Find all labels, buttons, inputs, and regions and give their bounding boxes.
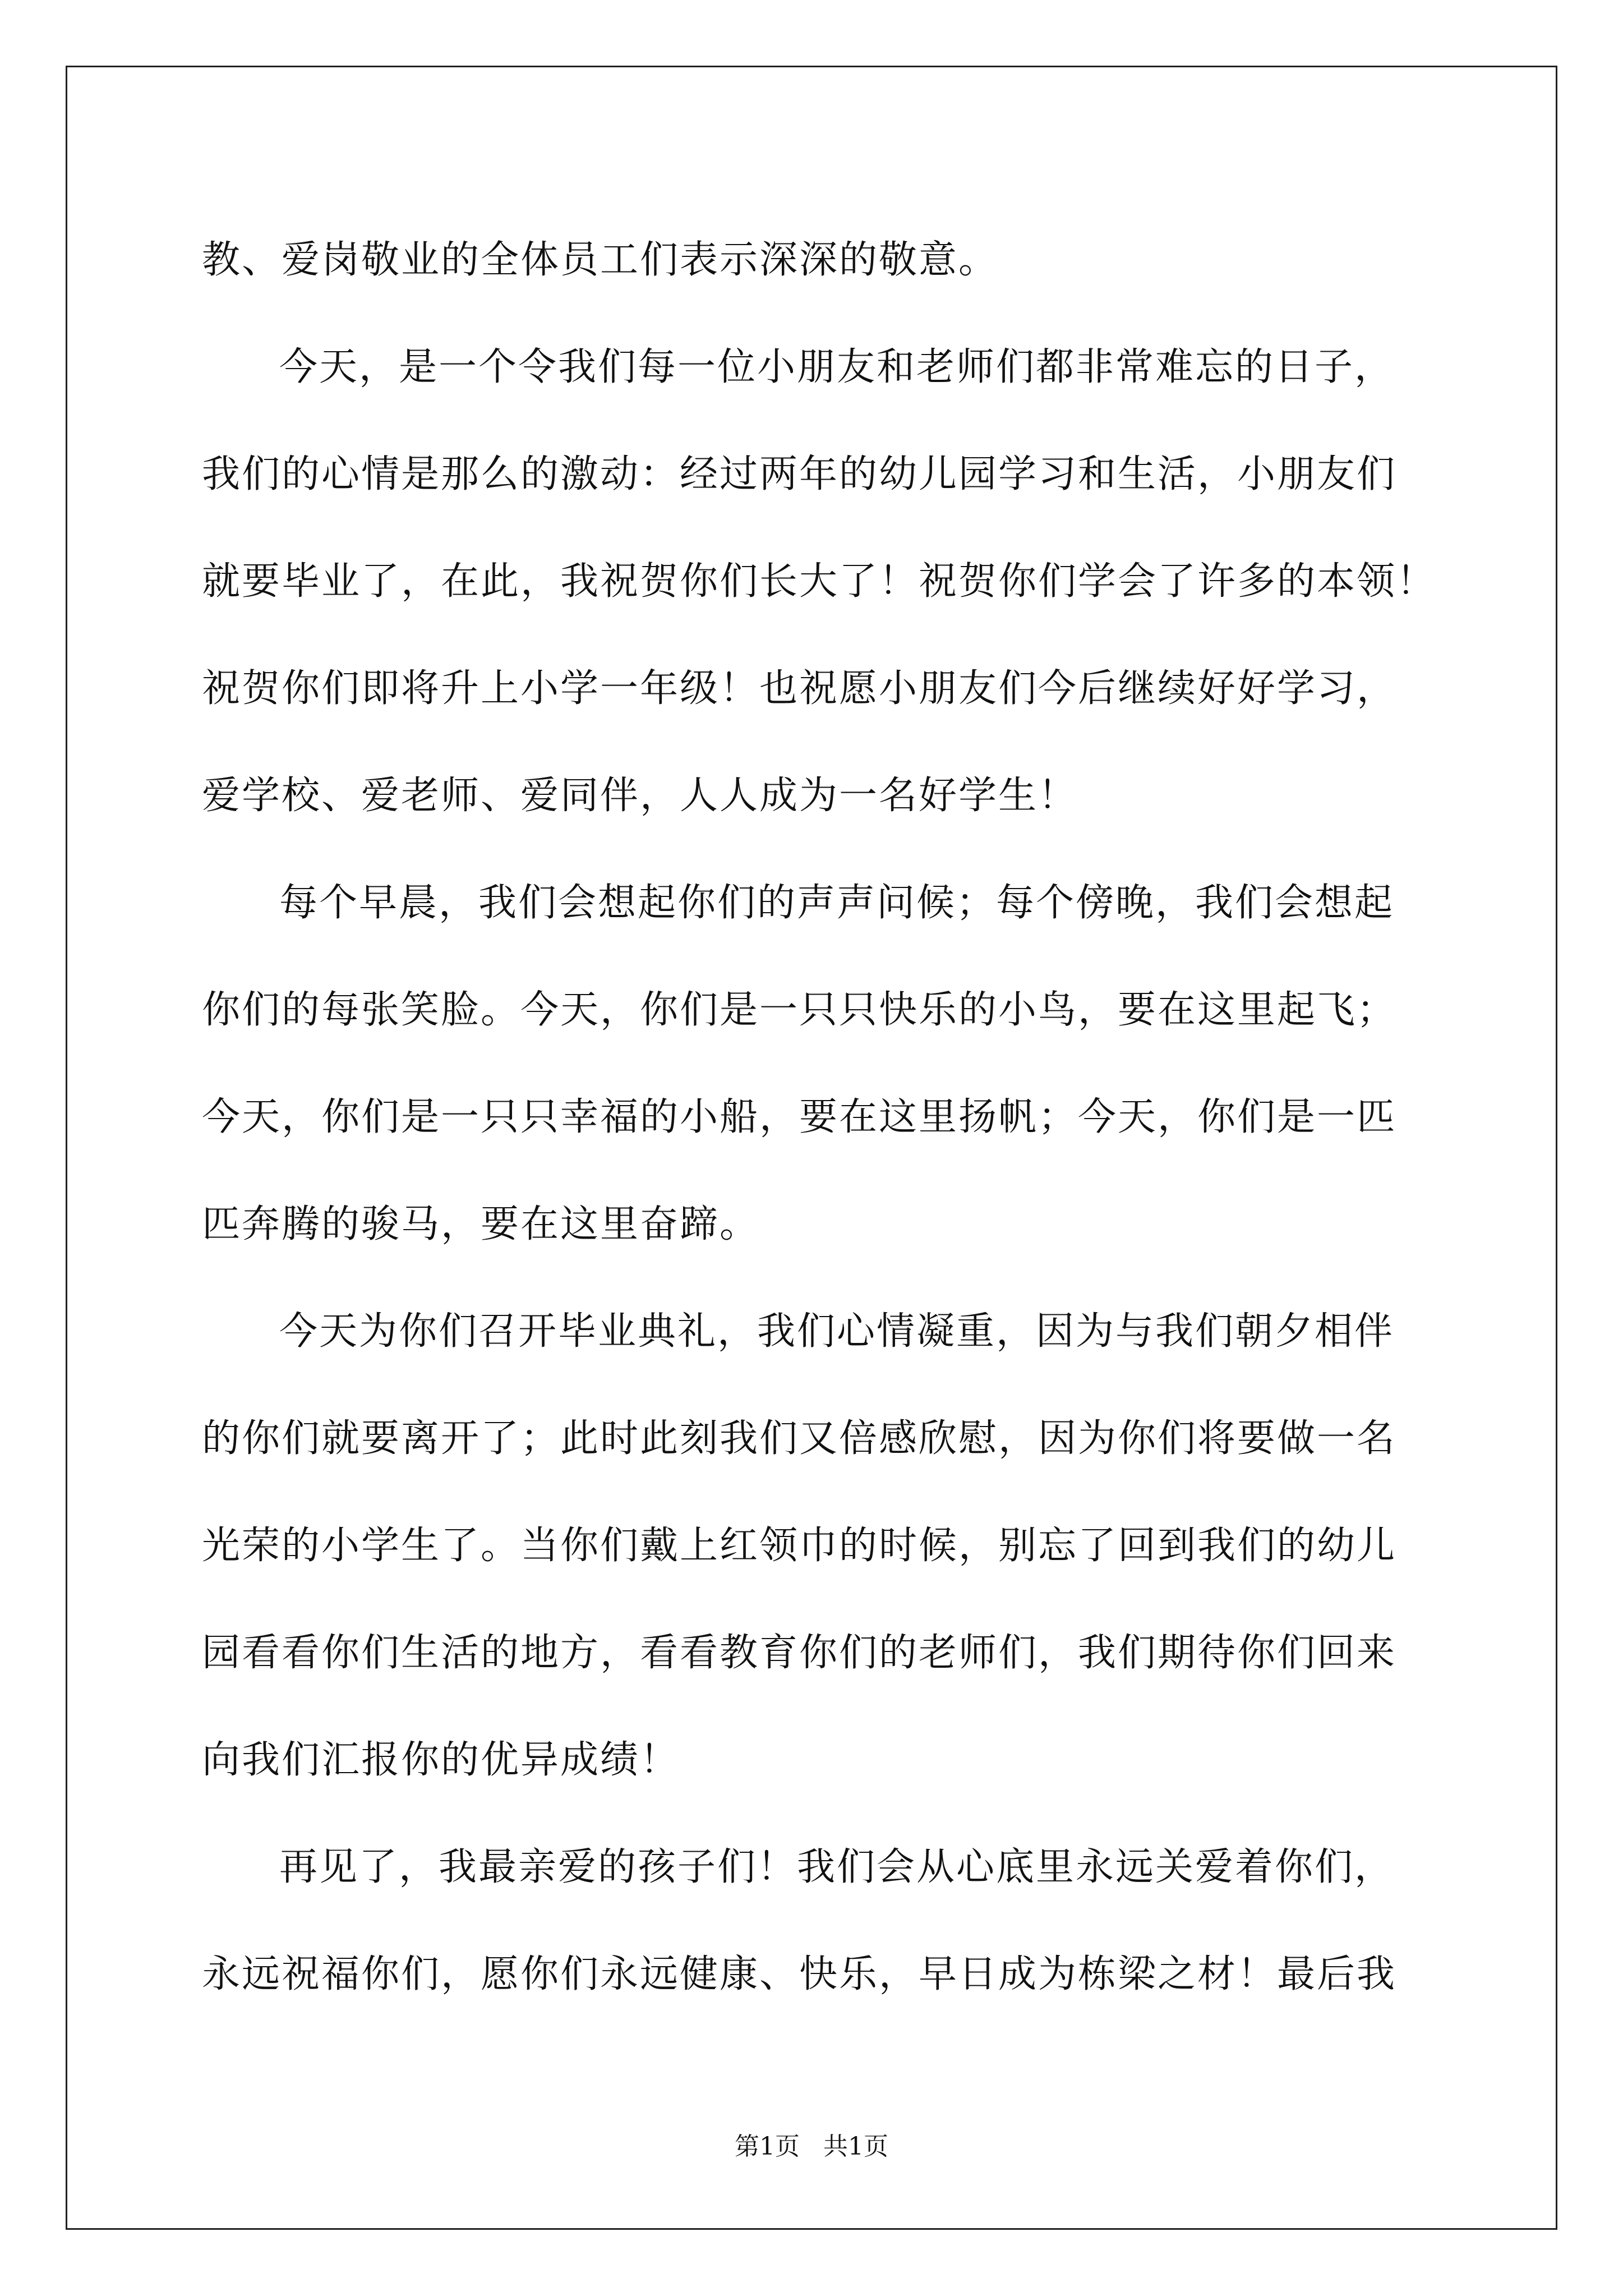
text-line: 今天为你们召开毕业典礼，我们心情凝重，因为与我们朝夕相伴 — [279, 1309, 1395, 1354]
text-line: 光荣的小学生了。当你们戴上红领巾的时候，别忘了回到我们的幼儿 — [202, 1524, 1397, 1568]
text-line: 我们的心情是那么的激动：经过两年的幼儿园学习和生活，小朋友们 — [202, 452, 1397, 496]
text-line: 爱学校、爱老师、爱同伴，人人成为一名好学生！ — [202, 774, 1078, 818]
page-number: 第1页 共1页 — [735, 2132, 888, 2161]
text-line: 每个早晨，我们会想起你们的声声问候；每个傍晚，我们会想起 — [279, 881, 1395, 925]
text-line: 今天，是一个令我们每一位小朋友和老师们都非常难忘的日子， — [279, 345, 1395, 389]
text-line: 教、爱岗敬业的全体员工们表示深深的敬意。 — [202, 238, 999, 282]
text-line: 再见了，我最亲爱的孩子们！我们会从心底里永远关爱着你们， — [279, 1845, 1395, 1889]
document-body — [202, 206, 1436, 2028]
text-line: 向我们汇报你的优异成绩！ — [202, 1738, 680, 1782]
text-line: 祝贺你们即将升上小学一年级！也祝愿小朋友们今后继续好好学习， — [202, 666, 1397, 711]
text-line: 园看看你们生活的地方，看看教育你们的老师们，我们期待你们回来 — [202, 1631, 1397, 1675]
text-line: 的你们就要离开了；此时此刻我们又倍感欣慰，因为你们将要做一名 — [202, 1416, 1397, 1461]
text-line: 匹奔腾的骏马，要在这里奋蹄。 — [202, 1202, 760, 1246]
text-line: 你们的每张笑脸。今天，你们是一只只快乐的小鸟，要在这里起飞； — [202, 988, 1397, 1032]
text-line: 永远祝福你们，愿你们永远健康、快乐，早日成为栋梁之材！最后我 — [202, 1952, 1397, 1996]
text-line: 就要毕业了，在此，我祝贺你们长大了！祝贺你们学会了许多的本领！ — [202, 559, 1437, 604]
text-line: 今天，你们是一只只幸福的小船，要在这里扬帆；今天，你们是一匹 — [202, 1095, 1397, 1139]
